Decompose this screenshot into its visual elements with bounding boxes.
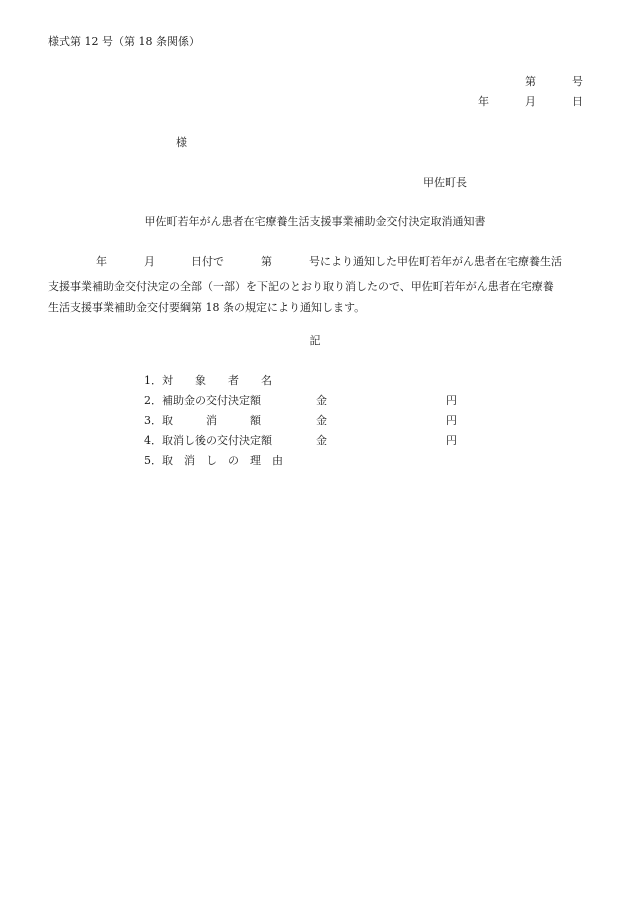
number-dai: 第 xyxy=(525,75,536,88)
item-label: 1．対 象 者 名 xyxy=(144,374,272,387)
date-day-label: 日 xyxy=(572,95,583,108)
item-kin: 金 xyxy=(316,414,327,427)
document-title: 甲佐町若年がん患者在宅療養生活支援事業補助金交付決定取消通知書 xyxy=(144,215,486,228)
item-yen: 円 xyxy=(446,414,457,427)
body-month-label: 月 xyxy=(144,255,155,268)
addressee-honorific: 様 xyxy=(176,136,187,149)
body-paragraph xyxy=(48,276,584,318)
issuer-name: 甲佐町長 xyxy=(423,176,467,189)
number-go: 号 xyxy=(572,75,583,88)
date-year-label: 年 xyxy=(478,95,489,108)
item-kin: 金 xyxy=(316,394,327,407)
body-dai-label: 第 xyxy=(261,255,272,268)
body-go-text: 号により通知した甲佐町若年がん患者在宅療養生活 xyxy=(309,255,562,268)
form-number: 様式第 12 号（第 18 条関係） xyxy=(48,35,200,48)
body-date-label: 日付で xyxy=(191,255,224,268)
body-line-2: 支援事業補助金交付決定の全部（一部）を下記のとおり取り消したので、甲佐町若年がん患者在宅療養 xyxy=(48,280,554,293)
item-label: 4．取消し後の交付決定額 xyxy=(144,434,272,447)
item-label: 5．取 消 し の 理 由 xyxy=(144,454,283,467)
item-kin: 金 xyxy=(316,434,327,447)
item-label: 2．補助金の交付決定額 xyxy=(144,394,261,407)
item-yen: 円 xyxy=(446,434,457,447)
ki-heading: 記 xyxy=(309,334,321,347)
item-label: 3．取 消 額 xyxy=(144,414,261,427)
body-year-label: 年 xyxy=(96,255,107,268)
item-yen: 円 xyxy=(446,394,457,407)
date-month-label: 月 xyxy=(525,95,536,108)
body-line-3: 生活支援事業補助金交付要綱第 18 条の規定により通知します。 xyxy=(48,301,366,314)
